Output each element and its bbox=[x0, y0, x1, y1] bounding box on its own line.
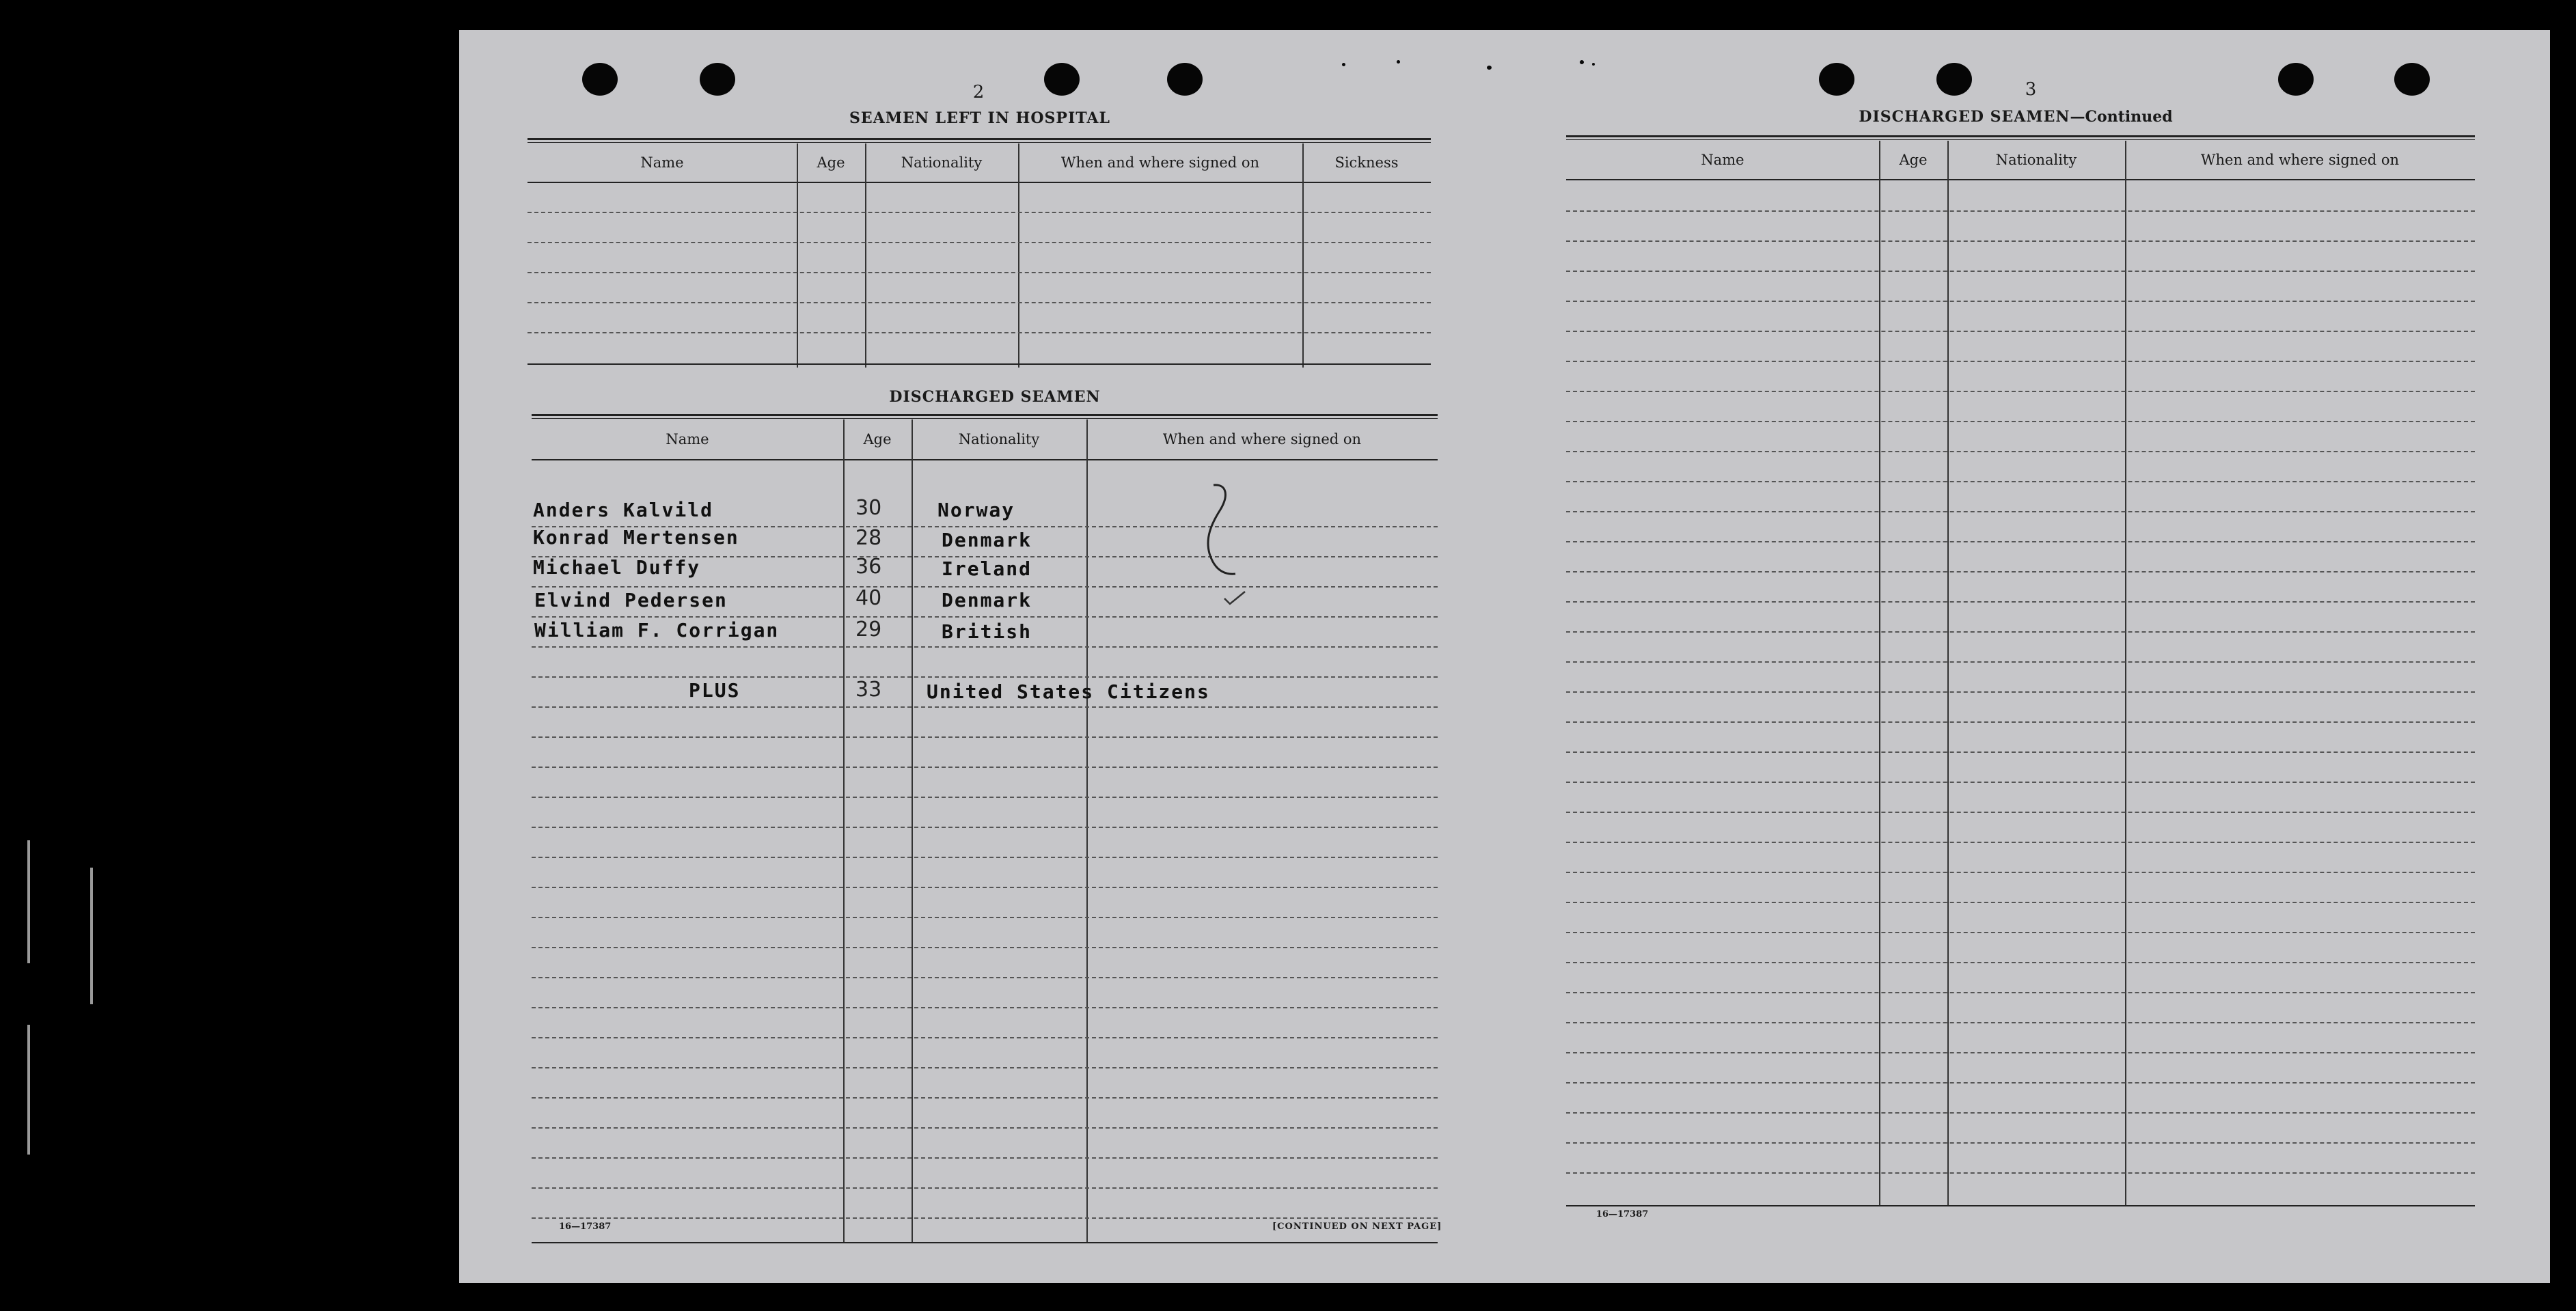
column-divider bbox=[912, 419, 913, 1243]
dust-speck bbox=[1592, 63, 1595, 66]
film-edge-mark bbox=[27, 1025, 30, 1155]
table-row-line bbox=[532, 1037, 1438, 1038]
page-number: 2 bbox=[972, 82, 985, 102]
table-rule bbox=[527, 363, 1431, 365]
table-row-line bbox=[1566, 721, 2475, 723]
table-rule bbox=[532, 418, 1438, 419]
form-number: 16—17387 bbox=[559, 1222, 612, 1232]
table-rule bbox=[532, 414, 1438, 416]
seaman-nationality: Ireland bbox=[942, 557, 1032, 580]
table-row-line bbox=[1566, 902, 2475, 903]
column-divider bbox=[843, 419, 845, 1243]
punch-hole bbox=[700, 63, 735, 96]
table-row-line bbox=[1566, 932, 2475, 933]
column-header-name: Name bbox=[640, 154, 684, 171]
table-row-line bbox=[1566, 1142, 2475, 1144]
table-row-line bbox=[532, 706, 1438, 708]
table-row-line bbox=[532, 736, 1438, 738]
table-row-line bbox=[532, 1157, 1438, 1159]
table-row-line bbox=[1566, 601, 2475, 603]
table-row-line bbox=[1566, 842, 2475, 843]
table-row-line bbox=[1566, 481, 2475, 482]
seaman-name: Konrad Mertensen bbox=[533, 526, 739, 549]
table-row-line bbox=[1566, 240, 2475, 242]
table-row-line bbox=[1566, 1082, 2475, 1084]
table-row-line bbox=[1566, 271, 2475, 272]
table-row-line bbox=[1566, 571, 2475, 572]
table-row-line bbox=[1566, 992, 2475, 993]
punch-hole bbox=[1044, 63, 1080, 96]
table-row-line bbox=[532, 676, 1438, 678]
column-header-signed-on: When and where signed on bbox=[2200, 152, 2400, 168]
column-divider bbox=[1086, 419, 1088, 1243]
table-row-line bbox=[1566, 631, 2475, 633]
table-row-line bbox=[532, 1217, 1438, 1219]
column-header-nationality: Nationality bbox=[1995, 152, 2077, 168]
table-row-line bbox=[1566, 1022, 2475, 1023]
table-rule bbox=[1566, 179, 2475, 180]
seaman-age: 36 bbox=[855, 555, 882, 579]
discharged-section-title: DISCHARGED SEAMEN bbox=[889, 388, 1101, 406]
plus-text: United States Citizens bbox=[927, 680, 1210, 703]
right-page bbox=[1505, 30, 2550, 1283]
form-number: 16—17387 bbox=[1596, 1209, 1649, 1219]
check-mark bbox=[1222, 589, 1249, 609]
punch-hole bbox=[2394, 63, 2430, 96]
page-number: 3 bbox=[2025, 79, 2037, 100]
table-rule bbox=[1566, 1205, 2475, 1206]
table-row-line bbox=[527, 242, 1431, 243]
table-row-line bbox=[1566, 691, 2475, 693]
table-row-line bbox=[527, 212, 1431, 213]
table-row-line bbox=[532, 586, 1438, 588]
column-header-nationality: Nationality bbox=[901, 154, 983, 171]
table-rule bbox=[532, 459, 1438, 460]
table-row-line bbox=[1566, 210, 2475, 212]
table-row-line bbox=[1566, 1112, 2475, 1114]
table-rule bbox=[527, 142, 1431, 143]
table-row-line bbox=[1566, 421, 2475, 422]
seaman-name: Elvind Pedersen bbox=[534, 589, 728, 611]
table-row-line bbox=[1566, 812, 2475, 813]
table-row-line bbox=[1566, 361, 2475, 362]
seaman-age: 28 bbox=[855, 526, 882, 550]
seaman-name: William F. Corrigan bbox=[534, 619, 780, 641]
punch-hole bbox=[2278, 63, 2314, 96]
table-row-line bbox=[532, 646, 1438, 648]
table-row-line bbox=[1566, 1052, 2475, 1053]
table-row-line bbox=[532, 887, 1438, 888]
column-header-signed-on: When and where signed on bbox=[1060, 154, 1260, 171]
dust-speck bbox=[1487, 66, 1492, 70]
table-row-line bbox=[1566, 872, 2475, 873]
seaman-name: Michael Duffy bbox=[533, 556, 701, 579]
table-row-line bbox=[527, 272, 1431, 273]
table-row-line bbox=[1566, 331, 2475, 332]
handwritten-bracket bbox=[1186, 482, 1248, 585]
table-row-line bbox=[1566, 782, 2475, 783]
table-row-line bbox=[1566, 962, 2475, 963]
table-row-line bbox=[1566, 751, 2475, 753]
table-rule bbox=[527, 138, 1431, 140]
table-row-line bbox=[1566, 451, 2475, 452]
column-header-name: Name bbox=[666, 431, 709, 447]
punch-hole bbox=[582, 63, 618, 96]
table-row-line bbox=[532, 827, 1438, 828]
seaman-age: 30 bbox=[855, 496, 882, 520]
column-header-age: Age bbox=[863, 431, 892, 447]
table-row-line bbox=[532, 917, 1438, 918]
hospital-table bbox=[527, 138, 1431, 398]
column-header-signed-on: When and where signed on bbox=[1162, 431, 1362, 447]
column-header-nationality: Nationality bbox=[958, 431, 1040, 447]
table-row-line bbox=[532, 1067, 1438, 1068]
continued-note: [CONTINUED ON NEXT PAGE] bbox=[1272, 1222, 1442, 1232]
plus-label: PLUS bbox=[689, 679, 741, 702]
seaman-name: Anders Kalvild bbox=[533, 499, 714, 521]
left-page bbox=[459, 30, 1505, 1283]
table-row-line bbox=[1566, 301, 2475, 302]
continued-section-title bbox=[1859, 108, 2172, 126]
dust-speck bbox=[1342, 63, 1345, 66]
table-row-line bbox=[532, 977, 1438, 978]
table-row-line bbox=[1566, 1172, 2475, 1174]
table-row-line bbox=[532, 1007, 1438, 1008]
discharged-table bbox=[532, 414, 1438, 1261]
film-edge-mark bbox=[27, 840, 30, 963]
seaman-age: 40 bbox=[855, 586, 882, 610]
table-row-line bbox=[532, 616, 1438, 618]
table-rule bbox=[1566, 139, 2475, 140]
table-row-line bbox=[532, 1187, 1438, 1189]
punch-hole bbox=[1936, 63, 1972, 96]
table-rule bbox=[1566, 135, 2475, 137]
table-row-line bbox=[532, 857, 1438, 858]
table-row-line bbox=[527, 332, 1431, 333]
discharged-continued-table bbox=[1566, 135, 2475, 1242]
table-row-line bbox=[532, 797, 1438, 798]
film-edge-mark bbox=[90, 868, 93, 1004]
table-rule bbox=[527, 182, 1431, 183]
table-row-line bbox=[532, 1127, 1438, 1129]
seaman-nationality: Denmark bbox=[942, 589, 1032, 611]
dust-speck bbox=[1397, 60, 1400, 64]
seaman-nationality: Denmark bbox=[942, 529, 1032, 551]
table-row-line bbox=[1566, 541, 2475, 542]
table-row-line bbox=[1566, 661, 2475, 663]
table-row-line bbox=[532, 767, 1438, 768]
seaman-nationality: Norway bbox=[937, 499, 1015, 521]
column-header-age: Age bbox=[817, 154, 845, 171]
punch-hole bbox=[1819, 63, 1854, 96]
table-rule bbox=[532, 1242, 1438, 1243]
column-header-name: Name bbox=[1701, 152, 1744, 168]
seaman-age: 29 bbox=[855, 618, 882, 641]
table-row-line bbox=[532, 947, 1438, 948]
hospital-section-title: SEAMEN LEFT IN HOSPITAL bbox=[849, 109, 1110, 127]
table-row-line bbox=[1566, 391, 2475, 392]
seaman-nationality: British bbox=[942, 620, 1032, 643]
section-title-continued: —Continued bbox=[2070, 108, 2173, 126]
section-title-main: DISCHARGED SEAMEN bbox=[1859, 108, 2070, 126]
column-header-sickness: Sickness bbox=[1334, 154, 1399, 171]
table-row-line bbox=[1566, 511, 2475, 512]
table-row-line bbox=[532, 1097, 1438, 1099]
dust-speck bbox=[1580, 60, 1584, 64]
column-header-age: Age bbox=[1899, 152, 1928, 168]
punch-hole bbox=[1167, 63, 1203, 96]
plus-age: 33 bbox=[855, 678, 882, 702]
table-row-line bbox=[527, 302, 1431, 303]
